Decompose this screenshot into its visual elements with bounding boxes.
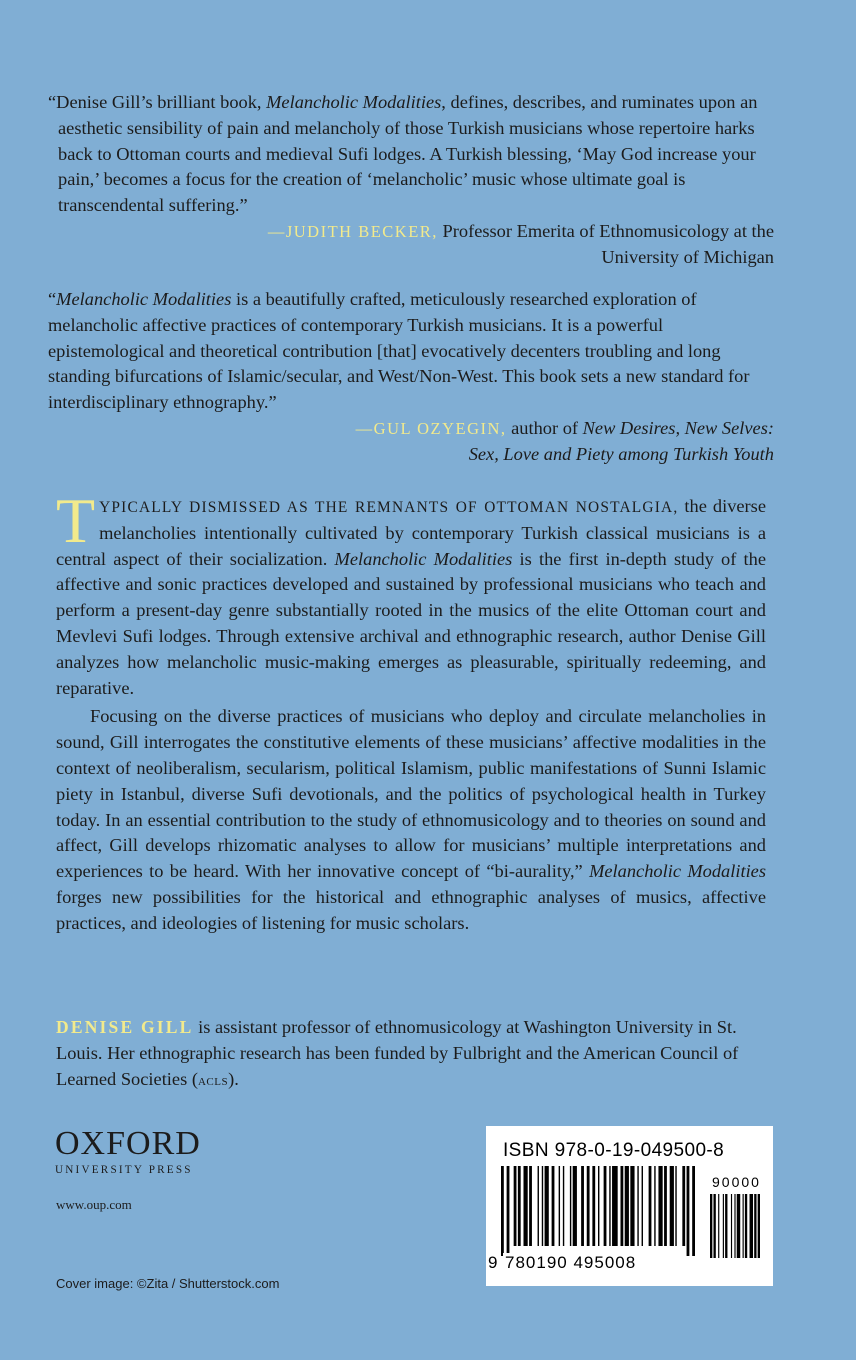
barcode-bar (758, 1194, 760, 1258)
quote-attribution: —GUL OZYEGIN, author of New Desires, New Selves: Sex, Love and Piety among Turkish Youth (355, 417, 774, 464)
barcode-bar (507, 1166, 510, 1256)
barcode-bar (514, 1166, 517, 1246)
barcode-bar (581, 1166, 584, 1246)
barcode-bar (710, 1194, 712, 1258)
barcode-bar (542, 1166, 543, 1246)
barcode-bar (737, 1194, 740, 1258)
barcode-bar (649, 1166, 652, 1246)
attribution-name: —GUL OZYEGIN, (355, 418, 507, 438)
barcode-bar (604, 1166, 607, 1246)
isbn-barcode (486, 1126, 773, 1286)
barcode-bar (664, 1166, 667, 1246)
quote-attribution: —JUDITH BECKER, Professor Emerita of Ethnomusicology at the University of Michigan (267, 220, 774, 267)
barcode-bar (692, 1166, 695, 1256)
barcode-digits: 780190 495008 (505, 1253, 637, 1272)
barcode-bar (529, 1166, 532, 1246)
author-bio: DENISE GILL is assistant professor of ethnomusicology at Washington University in St. Louis. Her ethnographic research has been funded by Fulbright and the American Council of Learned Societies (acls). (56, 1017, 739, 1089)
barcode-bar (587, 1166, 590, 1246)
barcode-bar (670, 1166, 674, 1246)
barcode-bar (718, 1194, 719, 1258)
barcode-bar (523, 1166, 527, 1246)
description-paragraph-2: Focusing on the diverse practices of musicians who deploy and circulate melancholies in sound, Gill interrogates the constitutive elements of these musicians’ affective modalities in the context of neoliberalism, secularism, political Islamism, public manifestations of Sunni Islamic piety in Istanbul, diverse Sufi devotionals, and the politics of psychological health in Turkey today. In an essential contribution to the study of ethnomusicology and to theories on sound and affect, Gill develops rhizomatic analyses to allow for musicians’ multiple interpretations and experiences to be heard. With her innovative concept of “bi-aurality,” Melancholic Modalities forges new possibilities for the historical and ethnographic analyses of musics, affective practices, and ideologies of listening for music scholars. (56, 706, 766, 933)
barcode-bar (573, 1166, 577, 1246)
barcode-bars (501, 1166, 701, 1256)
barcode-first-digit: 9 (488, 1253, 498, 1272)
barcode-bar (687, 1166, 690, 1256)
lead-in: YPICALLY DISMISSED AS THE REMNANTS OF OTTOMAN NOSTALGIA, (99, 499, 679, 516)
barcode-bar (642, 1166, 643, 1246)
barcode-bar (518, 1166, 521, 1246)
isbn-label: ISBN 978-0-19-049500-8 (503, 1140, 725, 1161)
logo-wordmark: OXFORD (55, 1125, 201, 1162)
barcode-bar (637, 1166, 638, 1246)
praise-quote-ozyegin (48, 287, 774, 468)
barcode-bar (625, 1166, 629, 1246)
praise-quote-becker (48, 90, 774, 271)
barcode-bar (563, 1166, 564, 1246)
barcode-bar (675, 1166, 676, 1246)
barcode-bar (598, 1166, 599, 1246)
barcode-bar (609, 1166, 610, 1246)
barcode-bar (725, 1194, 727, 1258)
publisher-url: www.oup.com (56, 1197, 132, 1212)
barcode-bar (545, 1166, 549, 1246)
barcode-bar (754, 1194, 756, 1258)
barcode-bar (570, 1166, 571, 1246)
author-name: DENISE GILL (56, 1017, 194, 1037)
barcode-bar (559, 1166, 560, 1246)
barcode-bar (654, 1166, 655, 1246)
barcode-bar (723, 1194, 724, 1258)
barcode-bar (682, 1166, 685, 1246)
barcode-bar (501, 1166, 504, 1256)
addon-digits: 90000 (712, 1174, 761, 1190)
barcode-bar (731, 1194, 732, 1258)
book-title: Melancholic Modalities (266, 92, 442, 112)
barcode-bar (743, 1194, 744, 1258)
barcode-bar (745, 1194, 747, 1258)
barcode-bar (592, 1166, 595, 1246)
barcode-bar (750, 1194, 753, 1258)
quote-text: “Denise Gill’s brilliant book, Melancholic Modalities, defines, describes, and ruminates upon an aesthetic sensibility of pain and melancholy of those Turkish musicians whose repertoire harks back to Ottoman courts and medieval Sufi lodges. A Turkish blessing, ‘May God increase your pain,’ becomes a focus for the creation of ‘melancholic’ music whose ultimate goal is transcendental suffering.” (48, 92, 758, 216)
barcode-bar (658, 1166, 662, 1246)
description-paragraph-1: TYPICALLY DISMISSED AS THE REMNANTS OF OTTOMAN NOSTALGIA, the diverse melancholies intentionally cultivated by contemporary Turkish classical musicians is a central aspect of their socialization. Melancholic Modalities is the first in-depth study of the affective and sonic practices developed and sustained by professional musicians who teach and perform a present-day genre substantially rooted in the musics of the elite Ottoman court and Mevlevi Sufi lodges. Through extensive archival and ethnographic research, author Denise Gill analyzes how melancholic music-making emerges as pleasurable, spiritually redeeming, and reparative. (56, 485, 766, 698)
barcode-bar (612, 1166, 618, 1246)
book-description (56, 485, 766, 937)
barcode-bar (538, 1166, 539, 1246)
quote-text: “Melancholic Modalities is a beautifully crafted, meticulously researched exploration of melancholic affective practices of contemporary Turkish musicians. It is a powerful epistemological and theoretical contribution [that] evocatively decenters troubling and long standing bifurcations of Islamic/secular, and West/Non-West. This book sets a new standard for interdisciplinary ethnography.” (48, 289, 750, 413)
cover-credit: Cover image: ©Zita / Shutterstock.com (56, 1276, 280, 1291)
book-title: Melancholic Modalities (56, 289, 232, 309)
barcode-bar (734, 1194, 735, 1258)
oxford-logo (55, 1127, 201, 1176)
drop-cap: T (56, 485, 96, 556)
barcode-bar (552, 1166, 555, 1246)
attribution-name: —JUDITH BECKER, (267, 221, 438, 241)
logo-subtitle: UNIVERSITY PRESS (55, 1164, 193, 1176)
barcode-bar (713, 1194, 715, 1258)
addon-bars (710, 1194, 762, 1258)
barcode-bar (620, 1166, 623, 1246)
barcode-bar (630, 1166, 634, 1246)
